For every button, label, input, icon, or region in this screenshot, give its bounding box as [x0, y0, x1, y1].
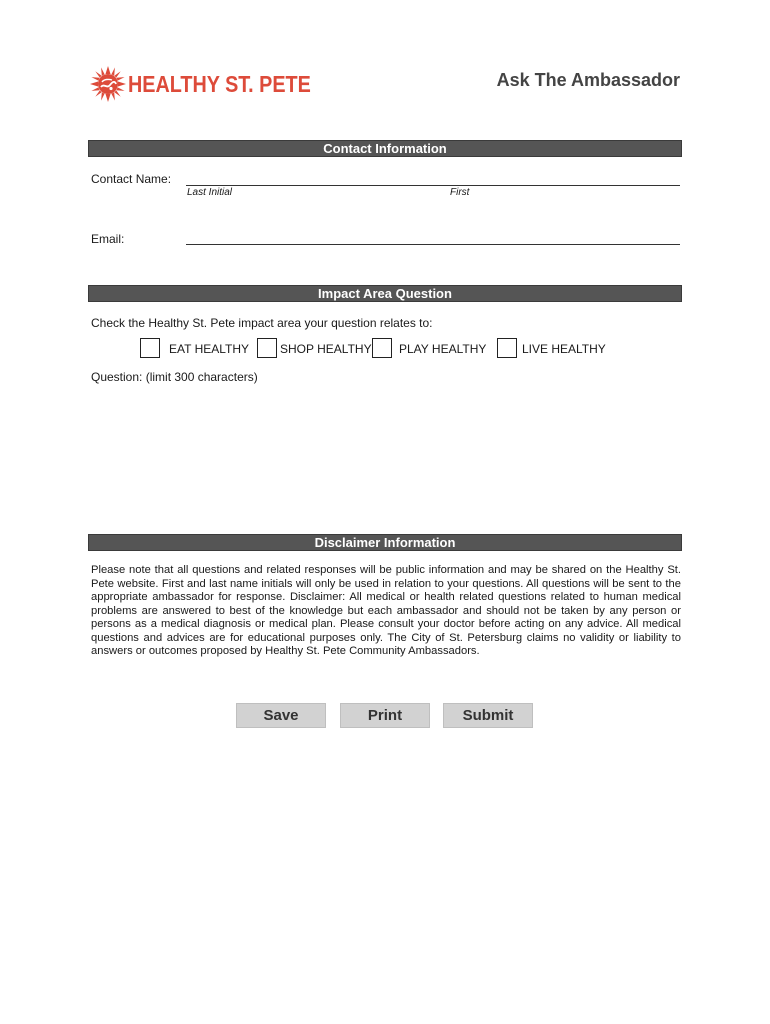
- play-healthy-label: PLAY HEALTHY: [399, 342, 487, 356]
- impact-prompt: Check the Healthy St. Pete impact area your question relates to:: [91, 316, 433, 330]
- first-name-label: First: [450, 187, 470, 198]
- print-button[interactable]: Print: [340, 703, 430, 728]
- save-button[interactable]: Save: [236, 703, 326, 728]
- contact-information-heading: Contact Information: [88, 140, 682, 157]
- live-healthy-label: LIVE HEALTHY: [522, 342, 606, 356]
- email-label: Email:: [91, 232, 125, 246]
- eat-healthy-label: EAT HEALTHY: [169, 342, 250, 356]
- last-initial-label: Last Initial: [187, 187, 233, 198]
- impact-area-heading: Impact Area Question: [88, 285, 682, 302]
- healthy-st-pete-logo: [90, 66, 341, 102]
- question-textarea[interactable]: [91, 386, 681, 526]
- question-label: Question: (limit 300 characters): [91, 370, 258, 384]
- shop-healthy-label: SHOP HEALTHY: [280, 342, 372, 356]
- disclaimer-text: Please note that all questions and related responses will be public information and may be shared on the Healthy St. Pete website. First and last name initials will only be used in relation to your questions. All questions will be sent to the appropriate ambassador for response. Disclaimer: All medical or health related questions related to human medical problems are answered to best of the knowledge but each ambassador and should not be taken by any person or persons as a medical diagnosis or medical plan. Please consult your doctor before acting on any advice. All medical questions and advices are for educational purposes only. The City of St. Petersburg claims no validity or liability to answers or outcomes proposed by Healthy St. Pete Community Ambassadors.: [91, 564, 681, 657]
- live-healthy-checkbox[interactable]: [497, 338, 517, 358]
- sun-logo-icon: [90, 66, 126, 102]
- play-healthy-checkbox[interactable]: [372, 338, 392, 358]
- email-field[interactable]: [186, 244, 680, 245]
- disclaimer-heading: Disclaimer Information: [88, 534, 682, 551]
- contact-name-field[interactable]: [186, 185, 680, 186]
- page-title: Ask The Ambassador: [496, 70, 680, 90]
- shop-healthy-checkbox[interactable]: [257, 338, 277, 358]
- submit-button[interactable]: Submit: [443, 703, 533, 728]
- contact-name-label: Contact Name:: [91, 172, 172, 186]
- logo-text: HEALTHY ST. PETE: [128, 70, 311, 97]
- eat-healthy-checkbox[interactable]: [140, 338, 160, 358]
